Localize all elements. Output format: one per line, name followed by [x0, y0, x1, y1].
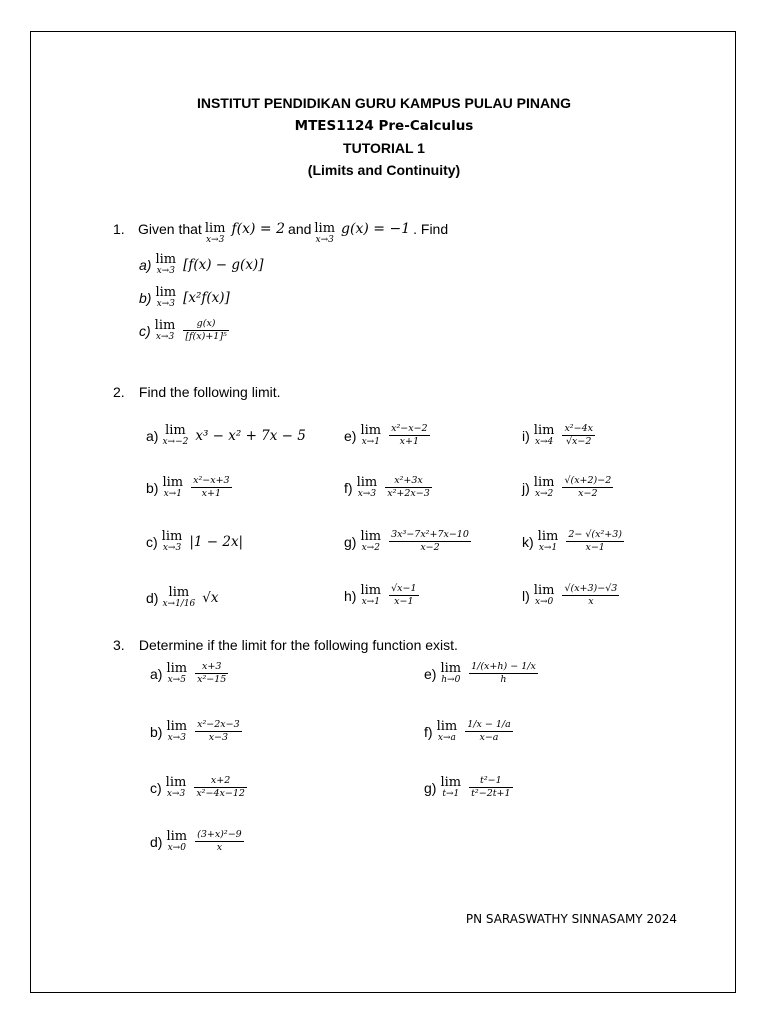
- fraction: $\frac{\text{x²−2x−3}}{x-3}$: [197, 719, 240, 744]
- fraction: $\frac{\text{x²−4x}}{√x-2}$: [564, 423, 593, 448]
- expression: √x: [202, 589, 219, 606]
- limit-operator: lim x→2: [533, 475, 555, 500]
- question-2-text: Find the following limit.: [138, 384, 281, 400]
- item-label: l): [522, 587, 530, 604]
- q3-item-c: [150, 776, 248, 800]
- author-footer: PN SARASWATHY SINNASAMY 2024: [465, 912, 677, 926]
- limit-operator: lim x→2: [360, 529, 382, 554]
- limit-operator: lim x→1: [537, 529, 559, 554]
- limit-operator: lim x→3: [154, 318, 176, 343]
- limit-operator: lim x→1: [360, 423, 382, 448]
- limit-operator: lim x→3: [155, 252, 177, 276]
- q3-item-f: [424, 720, 514, 744]
- q3-item-a: [150, 662, 229, 686]
- q2-item-l: [522, 584, 620, 608]
- limit-operator: lim x→0: [533, 583, 555, 608]
- question-2-number: 2.: [113, 384, 125, 400]
- limit-operator: lim x→3: [165, 775, 187, 800]
- question-1: [113, 220, 448, 245]
- fraction: $\frac{\text{(3+x)²−9}}{x}$: [197, 829, 242, 854]
- fraction: $\frac{\text{x²−x−2}}{x+1}$: [391, 423, 428, 448]
- item-label: b): [139, 289, 152, 306]
- item-label: e): [424, 665, 437, 682]
- fraction: $\frac{√(x+2)-2}{x-2}$: [564, 475, 612, 500]
- question-3: [113, 636, 458, 654]
- limit-operator: lim x→3: [155, 285, 177, 309]
- fraction: $\frac{\text{2− √(x²+3)}}{x-1}$: [568, 529, 622, 554]
- limit-operator: lim h→0: [440, 661, 462, 686]
- question-1-post: . Find: [413, 221, 449, 237]
- fraction: $\frac{\text{x²+3x}}{\text{x²+2x−3}}$: [387, 475, 430, 500]
- course-title: MTES1124 Pre-Calculus: [294, 118, 474, 134]
- limit-operator: lim x→3: [204, 221, 226, 245]
- question-2: [113, 383, 281, 401]
- item-label: d): [146, 589, 159, 606]
- item-label: b): [146, 479, 159, 496]
- expression: [f(x) − g(x)]: [183, 256, 264, 273]
- question-1-given-f: f(x) = 2: [231, 221, 286, 237]
- question-1-pre: Given that: [138, 221, 202, 237]
- fraction: $\frac{\text{x²−x+3}}{x+1}$: [193, 475, 230, 500]
- limit-operator: lim x→−2: [162, 423, 189, 447]
- fraction: $\frac{\text{3x³−7x²+7x−10}}{x-2}$: [391, 529, 469, 554]
- item-label: j): [522, 479, 530, 496]
- item-label: f): [424, 723, 433, 740]
- limit-operator: lim x→3: [166, 719, 188, 744]
- item-label: b): [150, 723, 163, 740]
- item-label: a): [150, 665, 163, 682]
- item-label: c): [139, 322, 151, 339]
- q2-item-j: [522, 476, 614, 500]
- fraction: $\frac{x+2}{\text{x²−4x−12}}$: [196, 775, 245, 800]
- item-label: e): [344, 427, 357, 444]
- q1-item-c: [139, 319, 230, 343]
- item-label: a): [146, 427, 159, 444]
- expression: |1 − 2x|: [189, 533, 244, 550]
- q2-item-c: [146, 530, 243, 553]
- item-label: g): [344, 533, 357, 550]
- item-label: g): [424, 779, 437, 796]
- fraction: $\frac{√x-1}{x-1}$: [391, 583, 417, 608]
- limit-operator: lim x→1: [360, 583, 382, 608]
- limit-operator: lim x→1/16: [162, 585, 196, 609]
- limit-operator: lim t→1: [440, 775, 462, 800]
- item-label: d): [150, 833, 163, 850]
- limit-operator: lim x→4: [533, 423, 555, 448]
- q1-item-a: [139, 253, 263, 276]
- question-1-given-g: g(x) = −1: [341, 221, 411, 237]
- q1-item-b: [139, 286, 230, 309]
- limit-operator: lim x→5: [166, 661, 188, 686]
- q3-item-e: [424, 662, 539, 686]
- q3-item-b: [150, 720, 243, 744]
- expression: x³ − x² + 7x − 5: [195, 427, 306, 444]
- fraction: $\frac{1/(x+h) - 1/x}{h}$: [471, 661, 536, 686]
- q2-item-i: [522, 424, 596, 448]
- item-label: h): [344, 587, 357, 604]
- q2-item-b: [146, 476, 233, 500]
- limit-operator: lim x→a: [436, 719, 458, 744]
- expression: [x²f(x)]: [183, 289, 230, 306]
- item-label: a): [139, 256, 152, 273]
- question-1-and: and: [288, 221, 312, 237]
- limit-operator: lim x→0: [166, 829, 188, 854]
- q2-item-e: [344, 424, 431, 448]
- limit-operator: lim x→3: [161, 529, 183, 553]
- topic-title: (Limits and Continuity): [307, 162, 461, 178]
- fraction: $\frac{1/x - 1/a}{x-a}$: [467, 719, 511, 744]
- q2-item-d: [146, 586, 219, 609]
- tutorial-title: TUTORIAL 1: [343, 140, 425, 156]
- q2-item-h: [344, 584, 420, 608]
- q2-item-a: [146, 424, 306, 447]
- item-label: k): [522, 533, 534, 550]
- limit-operator: lim x→3: [356, 475, 378, 500]
- q3-item-g: [424, 776, 514, 800]
- q2-item-f: [344, 476, 433, 500]
- item-label: f): [344, 479, 353, 496]
- limit-operator: lim x→3: [314, 221, 336, 245]
- institute-title: INSTITUT PENDIDIKAN GURU KAMPUS PULAU PINANG: [196, 95, 572, 111]
- q2-item-g: [344, 530, 472, 554]
- q3-item-d: [150, 830, 245, 854]
- question-1-number: 1.: [113, 221, 125, 237]
- question-3-number: 3.: [113, 637, 125, 653]
- question-3-text: Determine if the limit for the following function exist.: [138, 637, 458, 653]
- fraction: $\frac{√(x+3)-√3}{x}$: [564, 583, 618, 608]
- item-label: i): [522, 427, 530, 444]
- limit-operator: lim x→1: [162, 475, 184, 500]
- item-label: c): [150, 779, 162, 796]
- fraction: $\frac{x+3}{\text{x²−15}}$: [197, 661, 227, 686]
- item-label: c): [146, 533, 158, 550]
- q2-item-k: [522, 530, 625, 554]
- fraction: $\frac{\text{t²−1}}{\text{t²−2t+1}}$: [471, 775, 511, 800]
- fraction: $\frac{g(x)}{\text{[f(x)+1]⁵}}$: [185, 318, 227, 343]
